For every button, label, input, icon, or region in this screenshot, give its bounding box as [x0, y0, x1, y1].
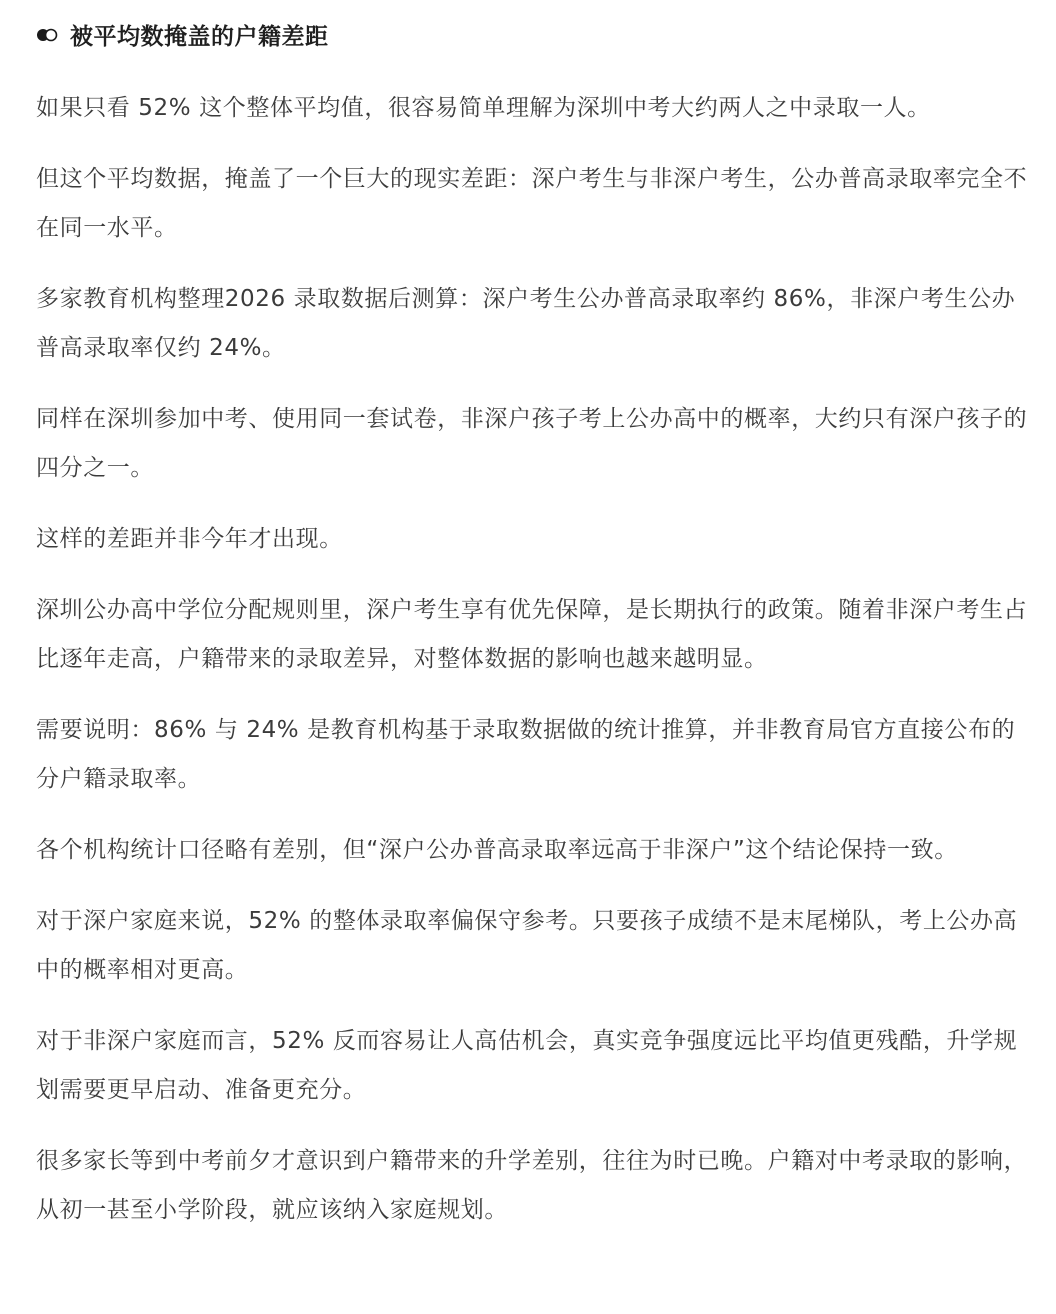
paragraph: 如果只看 52% 这个整体平均值，很容易简单理解为深圳中考大约两人之中录取一人。	[36, 95, 931, 121]
paragraph: 多家教育机构整理2026 录取数据后测算：深户考生公办普高录取率约 86%，非深户考生公办普高录取率仅约 24%。	[36, 286, 1016, 361]
toggle-dot-icon	[36, 27, 58, 41]
paragraph: 需要说明：86% 与 24% 是教育机构基于录取数据做的统计推算，并非教育局官方直接公布的分户籍录取率。	[36, 717, 1016, 792]
paragraph: 各个机构统计口径略有差别，但“深户公办普高录取率远高于非深户”这个结论保持一致。	[36, 837, 958, 863]
section-title: 被平均数掩盖的户籍差距	[70, 23, 329, 50]
paragraph: 深圳公办高中学位分配规则里，深户考生享有优先保障，是长期执行的政策。随着非深户考生占比逐年走高，户籍带来的录取差异，对整体数据的影响也越来越明显。	[36, 597, 1028, 672]
paragraph: 同样在深圳参加中考、使用同一套试卷，非深户孩子考上公办高中的概率，大约只有深户孩子的四分之一。	[36, 406, 1028, 481]
section-heading	[36, 14, 1028, 54]
paragraph: 但这个平均数据，掩盖了一个巨大的现实差距：深户考生与非深户考生，公办普高录取率完全不在同一水平。	[36, 166, 1028, 241]
paragraph: 对于非深户家庭而言，52% 反而容易让人高估机会，真实竞争强度远比平均值更残酷，升学规划需要更早启动、准备更充分。	[36, 1028, 1018, 1103]
paragraph: 这样的差距并非今年才出现。	[36, 526, 343, 552]
paragraph: 对于深户家庭来说，52% 的整体录取率偏保守参考。只要孩子成绩不是末尾梯队，考上公办高中的概率相对更高。	[36, 908, 1018, 983]
paragraph: 很多家长等到中考前夕才意识到户籍带来的升学差别，往往为时已晚。户籍对中考录取的影响，从初一甚至小学阶段，就应该纳入家庭规划。	[36, 1148, 1028, 1223]
article	[36, 14, 1028, 1257]
